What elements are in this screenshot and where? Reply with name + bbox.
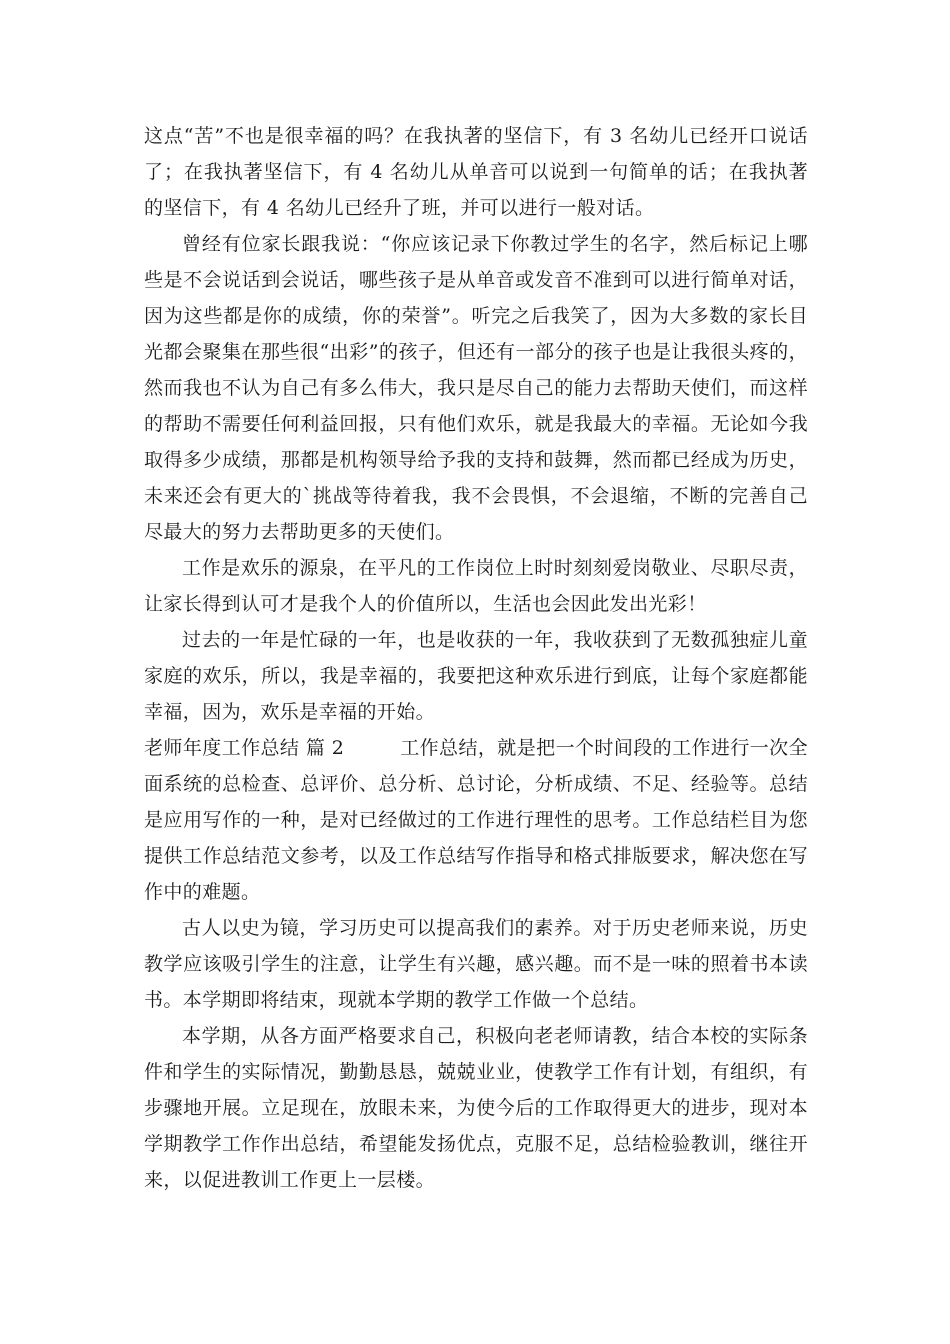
paragraph-3: 工作是欢乐的源泉，在平凡的工作岗位上时时刻刻爱岗敬业、尽职尽责，让家长得到认可才是我个人的价值所以，生活也会因此发出光彩！ (144, 557, 808, 615)
paragraph-5: 古人以史为镜，学习历史可以提高我们的素养。对于历史老师来说，历史教学应该吸引学生的注意，让学生有兴趣，感兴趣。而不是一味的照着书本读书。本学期即将结束，现就本学期的教学工作做一个总结。 (144, 917, 808, 1011)
section-paragraph (144, 730, 808, 910)
paragraph-2: 曾经有位家长跟我说：“你应该记录下你教过学生的名字，然后标记上哪些是不会说话到会说话，哪些孩子是从单音或发音不准到可以进行简单对话，因为这些都是你的成绩，你的荣誉”。听完之后我笑了，因为大多数的家长目光都会聚集在那些很“出彩”的孩子，但还有一部分的孩子也是让我很头疼的，然而我也不认为自己有多么伟大，我只是尽自己的能力去帮助天使们，而这样的帮助不需要任何利益回报，只有他们欢乐，就是我最大的幸福。无论如今我取得多少成绩，那都是机构领导给予我的支持和鼓舞，然而都已经成为历史，未来还会有更大的`挑战等待着我，我不会畏惧，不会退缩，不断的完善自己尽最大的努力去帮助更多的天使们。 (144, 233, 808, 543)
paragraph-4: 过去的一年是忙碌的一年，也是收获的一年，我收获到了无数孤独症儿童家庭的欢乐，所以，我是幸福的，我要把这种欢乐进行到底，让每个家庭都能幸福，因为，欢乐是幸福的开始。 (144, 629, 808, 723)
section-heading: 老师年度工作总结 篇 2 (144, 737, 345, 759)
paragraph-6: 本学期，从各方面严格要求自己，积极向老老师请教，结合本校的实际条件和学生的实际情况，勤勤恳恳，兢兢业业，使教学工作有计划，有组织，有步骤地开展。立足现在，放眼未来，为使今后的工作取得更大的进步，现对本学期教学工作作出总结，希望能发扬优点，克服不足，总结检验教训，继往开来，以促进教训工作更上一层楼。 (144, 1025, 808, 1191)
paragraph-1: 这点“苦”不也是很幸福的吗？在我执著的坚信下，有 3 名幼儿已经开口说话了；在我执著坚信下，有 4 名幼儿从单音可以说到一句简单的话；在我执著的坚信下，有 4 名幼儿已经升了班，并可以进行一般对话。 (144, 125, 808, 219)
document-body (144, 118, 808, 1198)
section-lead-text: 工作总结，就是把一个时间段的工作进行一次全面系统的总检查、总评价、总分析、总讨论，分析成绩、不足、经验等。总结是应用写作的一种，是对已经做过的工作进行理性的思考。工作总结栏目为您提供工作总结范文参考，以及工作总结写作指导和格式排版要求，解决您在写作中的难题。 (144, 737, 808, 903)
